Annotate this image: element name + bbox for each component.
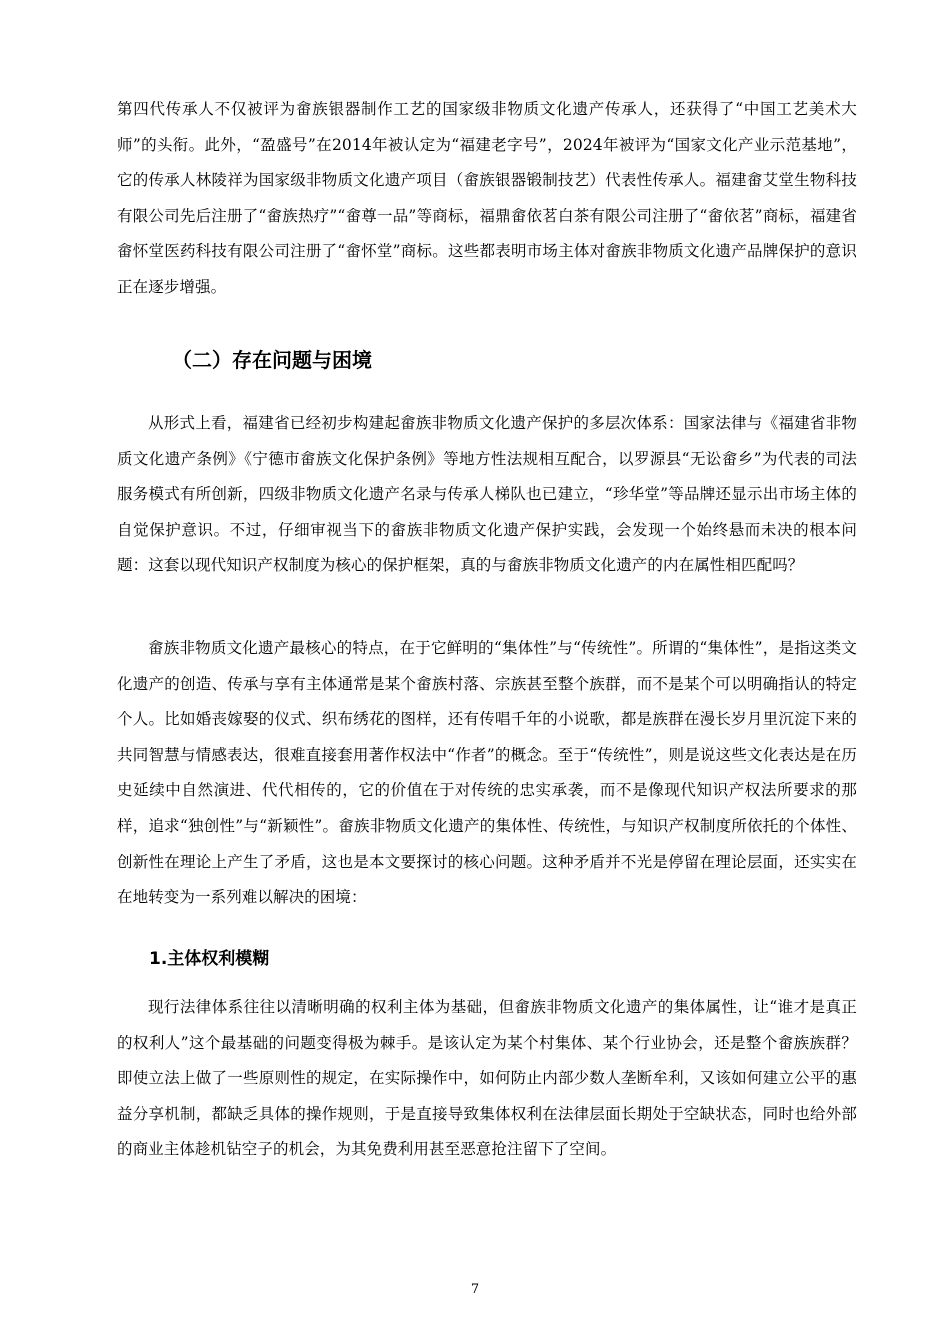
paragraph-continuation: 第四代传承人不仅被评为畲族银器制作工艺的国家级非物质文化遗产传承人，还获得了“中国工艺美术大师”的头衔。此外，“盈盛号”在2014年被认定为“福建老字号”，2024年被评为“国家文化产业示范基地”，它的传承人林陵祥为国家级非物质文化遗产项目（畲族银器锻制技艺）代表性传承人。福建畲艾堂生物科技有限公司先后注册了“畲族热疗”“畲尊一品”等商标，福鼎畲依茗白茶有限公司注册了“畲依茗”商标，福建省畲怀堂医药科技有限公司注册了“畲怀堂”商标。这些都表明市场主体对畲族非物质文化遗产品牌保护的意识正在逐步增强。: [117, 100, 857, 296]
section-heading: （二）存在问题与困境: [172, 348, 372, 372]
page-number: 7: [470, 1282, 480, 1297]
paragraph-rights-subject: 现行法律体系往往以清晰明确的权利主体为基础，但畲族非物质文化遗产的集体属性，让“谁才是真正的权利人”这个最基础的问题变得极为棘手。是该认定为某个村集体、某个行业协会，还是整个畲族族群？即使立法上做了一些原则性的规定，在实际操作中，如何防止内部少数人垄断牟利，又该如何建立公平的惠益分享机制，都缺乏具体的操作规则，于是直接导致集体权利在法律层面长期处于空缺状态，同时也给外部的商业主体趁机钻空子的机会，为其免费利用甚至恶意抢注留下了空间。: [117, 998, 857, 1159]
paragraph-protection-system: 从形式上看，福建省已经初步构建起畲族非物质文化遗产保护的多层次体系：国家法律与《福建省非物质文化遗产条例》《宁德市畲族文化保护条例》等地方性法规相互配合，以罗源县“无讼畲乡”为代表的司法服务模式有所创新，四级非物质文化遗产名录与传承人梯队也已建立，“珍华堂”等品牌还显示出市场主体的自觉保护意识。不过，仔细审视当下的畲族非物质文化遗产保护实践，会发现一个始终悬而未决的根本问题：这套以现代知识产权制度为核心的保护框架，真的与畲族非物质文化遗产的内在属性相匹配吗？: [117, 414, 857, 575]
paragraph-collective-traditional: 畲族非物质文化遗产最核心的特点，在于它鲜明的“集体性”与“传统性”。所谓的“集体性”，是指这类文化遗产的创造、传承与享有主体通常是某个畲族村落、宗族甚至整个族群，而不是某个可以明确指认的特定个人。比如婚丧嫁娶的仪式、织布绣花的图样，还有传唱千年的小说歌，都是族群在漫长岁月里沉淀下来的共同智慧与情感表达，很难直接套用著作权法中“作者”的概念。至于“传统性”，则是说这些文化表达是在历史延续中自然演进、代代相传的，它的价值在于对传统的忠实承袭，而不是像现代知识产权法所要求的那样，追求“独创性”与“新颖性”。畲族非物质文化遗产的集体性、传统性，与知识产权制度所依托的个体性、创新性在理论上产生了矛盾，这也是本文要探讨的核心问题。这种矛盾并不光是停留在理论层面，还实实在在地转变为一系列难以解决的困境：: [117, 639, 857, 907]
subsection-heading: 1.主体权利模糊: [149, 949, 270, 969]
